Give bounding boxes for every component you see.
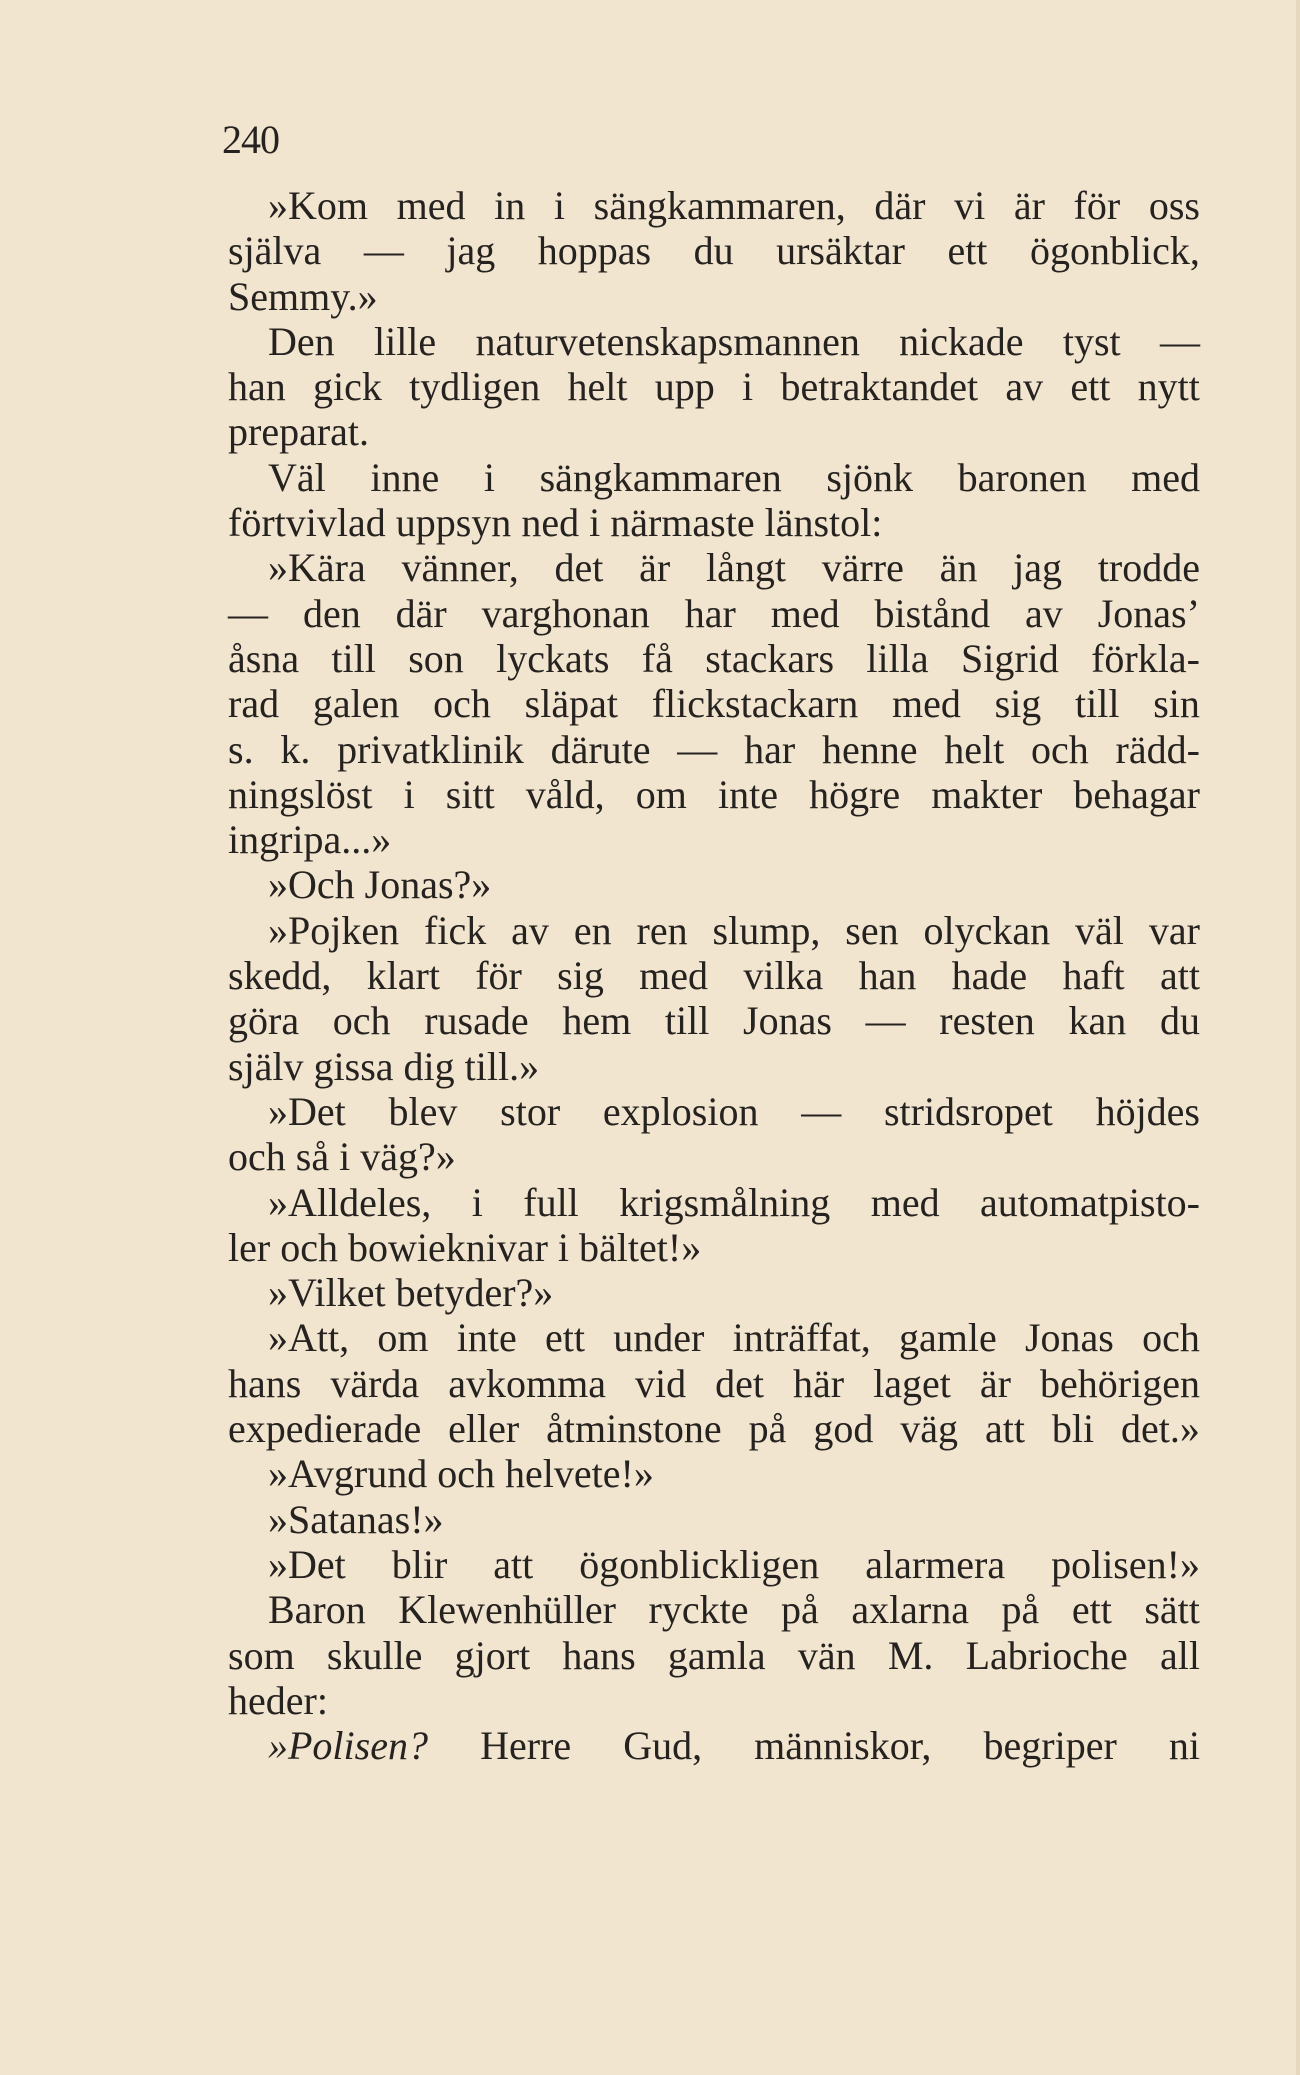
word: eller (448, 1406, 520, 1452)
text-line (228, 319, 1200, 364)
word: behörigen (1040, 1360, 1200, 1406)
text-line (228, 998, 1200, 1043)
word: tyst (1062, 318, 1121, 364)
word: betyder?» (395, 1270, 554, 1316)
word: en (573, 907, 612, 953)
word: väg (900, 1406, 959, 1452)
word: väl (1075, 907, 1124, 953)
word: »Det (268, 1541, 346, 1587)
word: »Att, (268, 1315, 350, 1361)
word: åtminstone (546, 1406, 722, 1452)
text-line (228, 1723, 1200, 1768)
word: »Kära (268, 545, 366, 591)
word: blir (391, 1541, 448, 1587)
word: få (641, 635, 673, 681)
word: Labrioche (965, 1632, 1128, 1678)
word: hem (562, 998, 632, 1044)
word: är (1013, 183, 1045, 228)
word: väg?» (360, 1134, 456, 1180)
word: krigsmålning (619, 1179, 831, 1225)
word: tydligen (409, 364, 541, 410)
text-line (228, 636, 1200, 681)
word: under (613, 1315, 705, 1361)
word: — (1160, 318, 1200, 364)
word: och (228, 1134, 286, 1180)
word: helt (567, 364, 628, 410)
word: ingripa...» (228, 817, 392, 863)
word: automatpisto- (979, 1179, 1200, 1225)
word: värda (330, 1360, 420, 1406)
word: av (1025, 590, 1063, 636)
text-line (228, 455, 1200, 500)
word: ningslöst (228, 771, 373, 817)
word: på (781, 1587, 819, 1633)
word: höjdes (1095, 1088, 1200, 1134)
word: så (295, 1134, 330, 1180)
word: olyckan (923, 907, 1051, 953)
word: förtvivlad (228, 500, 386, 546)
word: som (228, 1632, 295, 1678)
word: är (979, 1360, 1011, 1406)
word: fick (424, 907, 487, 953)
word: själva (228, 228, 322, 274)
word: Sigrid (960, 635, 1059, 681)
word: där (395, 590, 447, 636)
word: vi (954, 183, 986, 228)
word: hoppas (537, 228, 652, 274)
text-line (228, 908, 1200, 953)
word: — (363, 228, 404, 274)
word: all (1159, 1632, 1200, 1678)
word: hans (228, 1360, 302, 1406)
word: »Vilket (268, 1270, 386, 1316)
word: människor, (754, 1723, 932, 1769)
word: i (403, 771, 415, 817)
word: sin (1153, 681, 1200, 727)
word: behagar (1073, 771, 1200, 817)
word: och (280, 1224, 338, 1270)
word: helvete!» (505, 1451, 654, 1497)
word: vän (797, 1632, 856, 1678)
word: högre (809, 771, 901, 817)
text-line (228, 1270, 1200, 1315)
word: på (748, 1406, 787, 1452)
word: M. (887, 1632, 934, 1678)
word: kan (1068, 998, 1127, 1044)
word: ryckte (648, 1587, 749, 1633)
word: vid (634, 1360, 687, 1406)
word: det (554, 545, 604, 591)
word: lille (373, 318, 437, 364)
word: resten (939, 998, 1035, 1044)
word: ögonblickligen (579, 1541, 820, 1587)
word: han (858, 953, 917, 999)
word: inte (456, 1315, 517, 1361)
word: flickstackarn (651, 681, 859, 727)
word: i (742, 364, 754, 410)
word: nickade (899, 318, 1024, 364)
word: k. (280, 726, 311, 772)
word: — (865, 998, 906, 1044)
word: Gud, (623, 1723, 703, 1769)
word: inte (717, 771, 778, 817)
word: Jonas’ (1097, 590, 1200, 636)
word: »Och (268, 862, 355, 908)
word: »Avgrund (268, 1451, 428, 1497)
word: haft (1062, 953, 1125, 999)
text-line (228, 1633, 1200, 1678)
word: gissa (313, 1043, 394, 1089)
word: begriper (983, 1723, 1117, 1769)
word: att (984, 1406, 1025, 1452)
word: galen (312, 681, 400, 727)
word: trodde (1097, 545, 1200, 591)
word: heder: (228, 1677, 328, 1723)
word: — (801, 1088, 842, 1134)
word: på (1001, 1587, 1040, 1633)
word: Jonas (743, 998, 832, 1044)
word: har (684, 590, 736, 636)
word: där (874, 183, 926, 228)
word: ursäktar (776, 228, 905, 274)
word: om (635, 771, 687, 817)
word: explosion (602, 1088, 759, 1134)
word: och (1142, 1315, 1200, 1361)
word: av (1005, 364, 1044, 410)
body-text (228, 183, 1200, 1768)
word: ett (545, 1315, 586, 1361)
word: vilka (743, 953, 824, 999)
word: han (228, 364, 286, 410)
word: rad (228, 681, 280, 727)
word: ned (521, 500, 580, 546)
word: sen (845, 907, 899, 953)
word: bowieknivar (347, 1224, 548, 1270)
word: i (589, 500, 601, 546)
word: jag (1013, 545, 1063, 591)
text-line (228, 1497, 1200, 1542)
word: för (475, 953, 522, 999)
text-line (228, 1451, 1200, 1496)
word: gjort (454, 1632, 531, 1678)
text-line (228, 1089, 1200, 1134)
word: skulle (326, 1632, 423, 1678)
word: rädd- (1115, 726, 1200, 772)
word: nytt (1137, 364, 1200, 410)
word: med (396, 183, 466, 228)
word: naturvetenskapsmannen (475, 318, 860, 364)
word: i (483, 454, 495, 500)
word: avkomma (448, 1360, 606, 1406)
word: laget (873, 1360, 951, 1406)
text-line (228, 500, 1200, 545)
word: lyckats (496, 635, 610, 681)
word: ett (947, 228, 988, 274)
word: helt (944, 726, 1005, 772)
word: »Satanas!» (268, 1496, 444, 1542)
word: våld, (525, 771, 605, 817)
word: och (437, 1451, 496, 1497)
text-line (228, 1134, 1200, 1179)
text-line (228, 727, 1200, 772)
word: till (664, 998, 710, 1044)
word: expedierade (228, 1406, 422, 1452)
word: därute (550, 726, 651, 772)
text-line (228, 772, 1200, 817)
word: betraktandet (780, 364, 979, 410)
text-line (228, 681, 1200, 726)
word: uppsyn (395, 500, 512, 546)
word: privatklinik (337, 726, 524, 772)
word: bältet!» (579, 1224, 702, 1270)
word: Jonas?» (364, 862, 492, 908)
word: stor (500, 1088, 561, 1134)
word: med (892, 681, 961, 727)
word: upp (654, 364, 715, 410)
text-line (228, 1678, 1200, 1723)
word: preparat. (228, 409, 370, 455)
word: rusade (424, 998, 529, 1044)
word: göra (228, 998, 300, 1044)
word: ett (1071, 1587, 1112, 1633)
word: son (408, 635, 464, 681)
text-line (228, 1315, 1200, 1360)
word: med (639, 953, 709, 999)
word: sig (557, 953, 604, 999)
text-line (228, 862, 1200, 907)
word: ni (1168, 1723, 1200, 1769)
word: stackars (705, 635, 835, 681)
word: »Pojken (268, 907, 400, 953)
word: med (770, 590, 840, 636)
word: förkla- (1091, 635, 1200, 681)
word: blev (388, 1088, 458, 1134)
word: här (793, 1360, 845, 1406)
word: till (1075, 681, 1120, 727)
page-edge (1296, 0, 1300, 2075)
word: värre (821, 545, 904, 591)
word: det.» (1121, 1406, 1200, 1452)
word: Klewenhüller (398, 1587, 616, 1633)
word: att (1159, 953, 1200, 999)
word: ögonblick, (1029, 228, 1200, 274)
text-line (228, 817, 1200, 862)
word: lilla (866, 635, 929, 681)
word: Semmy.» (228, 273, 378, 319)
word: oss (1148, 183, 1200, 228)
text-line (228, 183, 1200, 228)
word: sitt (445, 771, 495, 817)
text-line (228, 1180, 1200, 1225)
word: »Kom (268, 183, 368, 228)
word: gick (313, 364, 382, 410)
word: långt (705, 545, 786, 591)
word: »Alldeles, (268, 1179, 432, 1225)
word: om (377, 1315, 429, 1361)
word: — (228, 590, 268, 636)
word: bli (1051, 1406, 1095, 1452)
text-line (228, 591, 1200, 636)
word: »Polisen? (268, 1723, 428, 1769)
word: alarmera (865, 1541, 1006, 1587)
text-line (228, 274, 1200, 319)
text-line (228, 1587, 1200, 1632)
word: har (744, 726, 796, 772)
word: i (557, 1224, 570, 1270)
word: hans (562, 1632, 636, 1678)
word: du (1159, 998, 1200, 1044)
word: dig (403, 1043, 455, 1089)
word: Väl (268, 454, 326, 500)
word: är (639, 545, 671, 591)
word: till.» (464, 1043, 540, 1089)
word: gamle (898, 1315, 997, 1361)
word: och (433, 681, 491, 727)
text-line (228, 364, 1200, 409)
text-line (228, 545, 1200, 590)
word: till (331, 635, 376, 681)
text-line (228, 1542, 1200, 1587)
word: stridsropet (883, 1088, 1053, 1134)
word: den (302, 590, 361, 636)
page-number: 240 (222, 117, 279, 162)
word: du (693, 228, 734, 274)
word: inträffat, (732, 1315, 871, 1361)
word: länstol: (764, 500, 883, 546)
word: slump, (712, 907, 821, 953)
word: hade (951, 953, 1028, 999)
word: in (494, 183, 526, 228)
word: baronen (957, 454, 1087, 500)
word: sätt (1144, 1587, 1200, 1633)
text-line (228, 1406, 1200, 1451)
word: än (939, 545, 978, 591)
word: s. (228, 726, 254, 772)
word: det (715, 1360, 765, 1406)
word: släpat (524, 681, 618, 727)
word: polisen!» (1051, 1541, 1200, 1587)
word: i (553, 183, 565, 228)
word: Den (268, 318, 335, 364)
word: med (870, 1179, 940, 1225)
word: och (1031, 726, 1089, 772)
word: åsna (228, 635, 300, 681)
word: Herre (480, 1723, 572, 1769)
word: med (1131, 454, 1200, 500)
word: sig (994, 681, 1042, 727)
word: axlarna (851, 1587, 970, 1633)
word: själv (228, 1043, 304, 1089)
word: vänner, (401, 545, 519, 591)
text-line (228, 1361, 1200, 1406)
word: närmaste (610, 500, 755, 546)
text-line (228, 409, 1200, 454)
word: ler (228, 1224, 271, 1270)
word: att (493, 1541, 534, 1587)
word: klart (366, 953, 440, 999)
word: makter (931, 771, 1043, 817)
word: — (677, 726, 718, 772)
word: henne (821, 726, 918, 772)
word: var (1148, 907, 1200, 953)
word: sjönk (826, 454, 914, 500)
word: och (332, 998, 391, 1044)
word: jag (446, 228, 496, 274)
word: varghonan (481, 590, 650, 636)
word: god (813, 1406, 874, 1452)
word: i (471, 1179, 483, 1225)
word: sängkammaren, (593, 183, 846, 228)
word: skedd, (228, 953, 332, 999)
word: full (523, 1179, 579, 1225)
word: »Det (268, 1088, 346, 1134)
word: Baron (268, 1587, 366, 1633)
word: ett (1070, 364, 1111, 410)
word: bistånd (874, 590, 991, 636)
text-line (228, 1044, 1200, 1089)
word: i (339, 1134, 351, 1180)
text-line (228, 953, 1200, 998)
word: sängkammaren (539, 454, 782, 500)
word: Jonas (1024, 1315, 1114, 1361)
word: för (1073, 183, 1121, 228)
word: av (511, 907, 549, 953)
word: inne (370, 454, 440, 500)
text-line (228, 228, 1200, 273)
word: gamla (667, 1632, 766, 1678)
word: ren (636, 907, 688, 953)
text-line (228, 1225, 1200, 1270)
